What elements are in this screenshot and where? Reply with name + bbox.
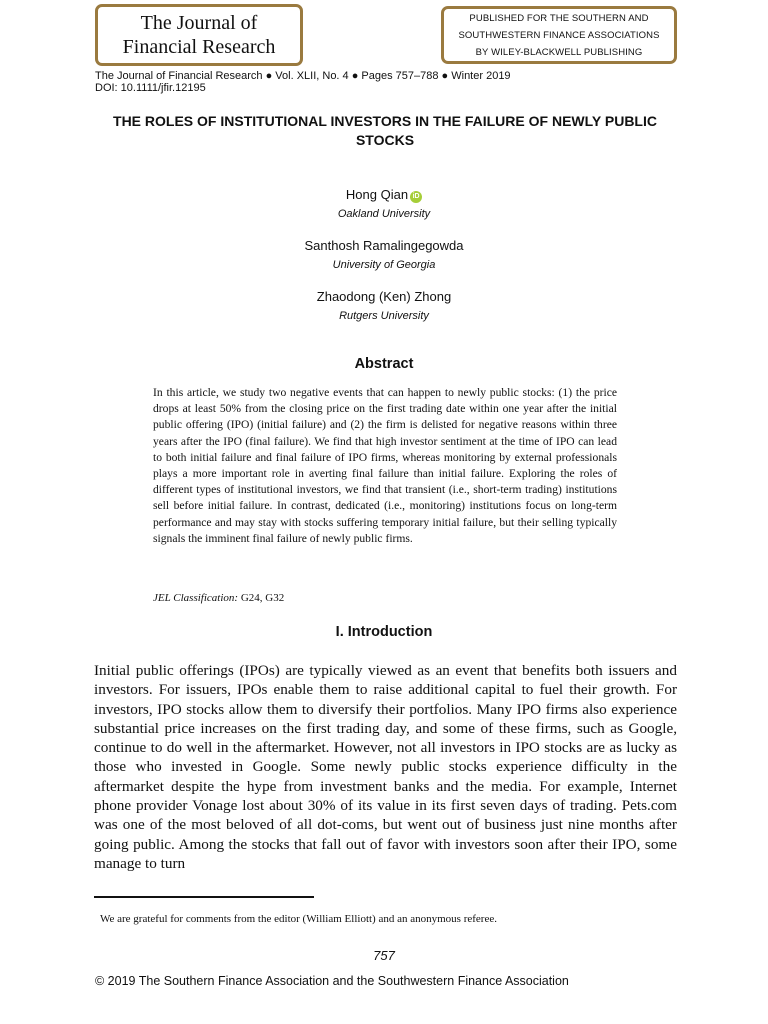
author-affiliation: Oakland University [337,208,431,220]
publisher-line2: SOUTHWESTERN FINANCE ASSOCIATIONS [458,29,660,41]
jel-label: JEL Classification: [153,592,239,604]
citation-line: The Journal of Financial Research ● Vol. XLII, No. 4 ● Pages 757–788 ● Winter 2019 [95,70,511,82]
journal-logo [95,4,303,66]
journal-logo-line1: The Journal of [140,12,258,34]
author-1 [0,187,768,221]
author-name: Santhosh Ramalingegowda [304,238,464,253]
journal-logo-line2: Financial Research [122,36,276,58]
doi[interactable]: DOI: 10.1111/jfir.12195 [95,82,206,94]
footnote: We are grateful for comments from the editor (William Elliott) and an anonymous referee. [100,913,497,925]
abstract-heading: Abstract [354,356,414,372]
copyright-notice: © 2019 The Southern Finance Association and the Southwestern Finance Association [95,974,569,988]
orcid-icon[interactable]: iD [410,191,422,203]
section-heading-introduction: I. Introduction [335,624,433,640]
author-name: Hong Qian [345,187,409,202]
jel-codes: G24, G32 [240,592,285,604]
author-3 [0,289,768,323]
jel-classification [153,592,284,604]
publisher-box [441,6,677,64]
publisher-line1: PUBLISHED FOR THE SOUTHERN AND [469,12,649,24]
author-affiliation: University of Georgia [332,259,436,271]
publisher-line3: BY WILEY-BLACKWELL PUBLISHING [475,46,643,58]
abstract-text: In this article, we study two negative events that can happen to newly public stocks: (1) the price drops at least 50% from the closing price on the first trading date within one year after the initial public offering (IPO) (initial failure) and (2) the firm is delisted for negative reasons within three years after the IPO (final failure). We find that high investor sentiment at the time of IPO can lead to both initial failure and final failure of IPO firms, whereas monitoring by external professionals plays a more important role in averting final failure than initial failure. Exploring the roles of different types of institutional investors, we find that transient (i.e., short-term trading) institutions sell before initial failure. In contrast, dedicated (i.e., monitoring) institutions focus on long-term performance and may stay with stocks suffering temporary initial failure, but their selling typically signals the imminent final failure of newly public firms. [153,386,617,545]
author-name: Zhaodong (Ken) Zhong [316,289,452,304]
author-affiliation: Rutgers University [339,310,429,322]
author-2 [0,238,768,272]
introduction-text: Initial public offerings (IPOs) are typically viewed as an event that benefits both issuers and investors. For issuers, IPOs enable them to raise additional capital to fuel their growth. For investors, IPO stocks allow them to diversify their portfolios. Many IPO firms also experience substantial price increases on the first trading day, and some of these firms, such as Google, continue to do well in the aftermarket. However, not all investors in IPO stocks are as lucky as those who invested in Google. Some newly public stocks experience difficulty in the aftermarket despite the hype from investment banks and the media. For example, Internet phone provider Vonage lost about 30% of its value in its first seven days of trading. Pets.com was one of the most beloved of all dot-coms, but went out of business just nine months after going public. Among the stocks that fall out of favor with investors soon after their IPO, some manage to turn [94,662,677,872]
citation-block [95,70,511,94]
article-title: THE ROLES OF INSTITUTIONAL INVESTORS IN THE FAILURE OF NEWLY PUBLIC STOCKS [113,113,657,148]
footnote-divider [94,896,314,898]
page-number: 757 [373,948,395,963]
